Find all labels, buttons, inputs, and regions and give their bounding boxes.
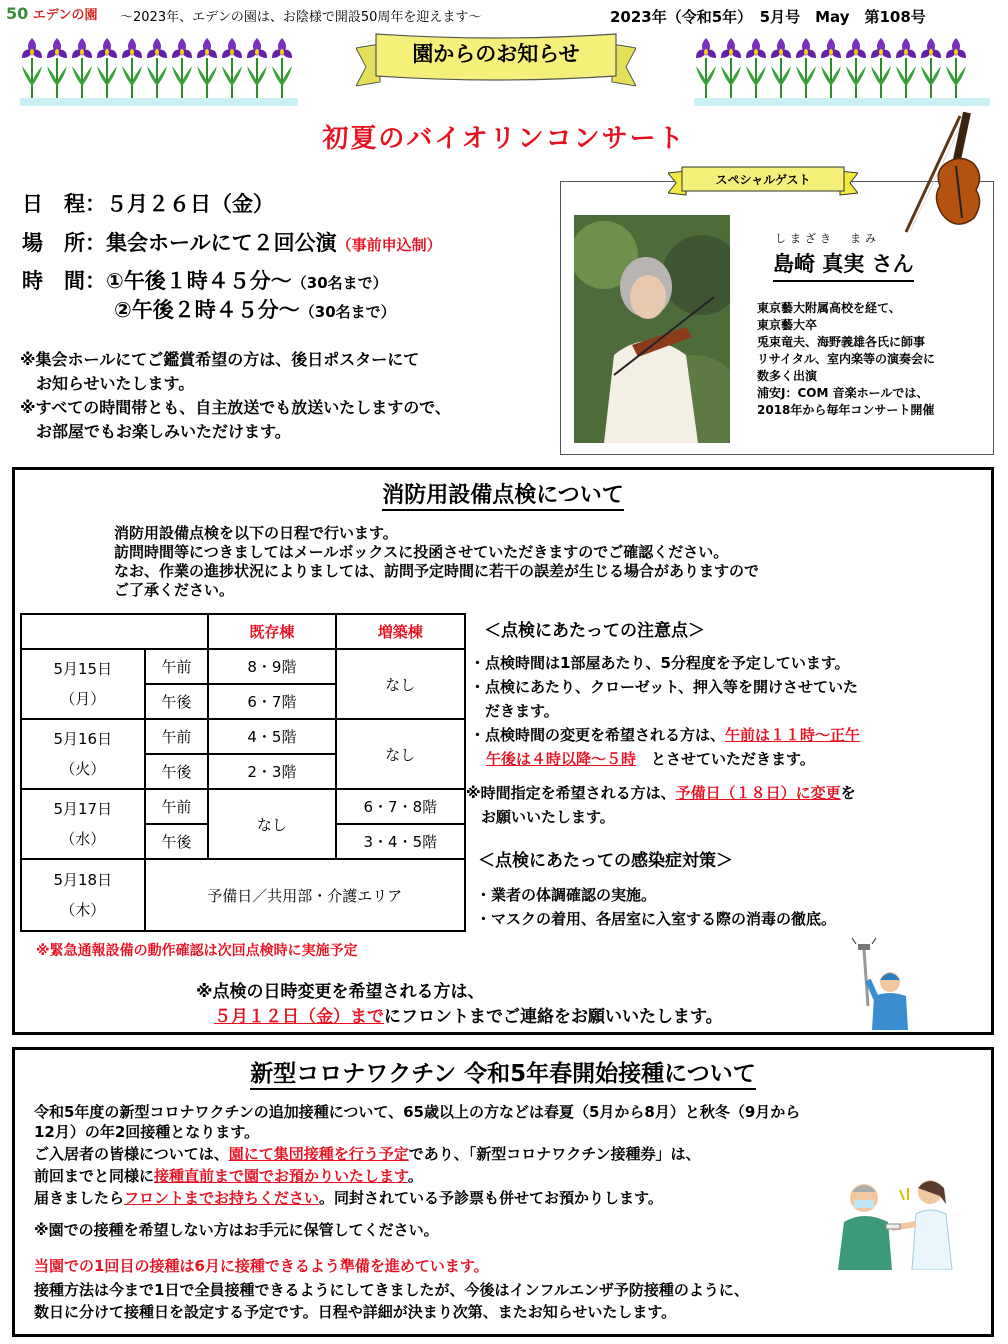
emergency-note: ※緊急通報設備の動作確認は次回点検時に実施予定 — [36, 943, 358, 959]
anniversary-tagline: ～2023年、エデンの園は、お陰様で開設50周年を迎えます～ — [120, 10, 482, 25]
iris-icon — [170, 36, 194, 98]
iris-icon — [145, 36, 169, 98]
iris-icon — [819, 36, 843, 98]
table-row: 午後 2・3階 — [21, 754, 465, 789]
iris-border-left — [20, 36, 298, 106]
iris-icon — [120, 36, 144, 98]
issue-info: 2023年（令和5年） 5月号 May 第108号 — [610, 8, 926, 26]
vaccination-illustration — [834, 1170, 960, 1270]
concert-date: 日 程：５月２６日（金） — [22, 192, 274, 216]
eden-logo: 50 エデンの園 — [6, 4, 98, 23]
caution-2b: だきます。 — [470, 702, 559, 720]
col-annex: 増築棟 — [336, 614, 465, 649]
fire-inspection-title: 消防用設備点検について — [12, 478, 994, 509]
iris-icon — [270, 36, 294, 98]
iris-icon — [769, 36, 793, 98]
table-row: 5月18日 （木） 予備日／共用部・介護エリア — [21, 859, 465, 931]
change-note-2: ５月１２日（金）までにフロントまでご連絡をお願いいたします。 — [214, 1007, 723, 1027]
vax-p1a: 令和5年度の新型コロナワクチンの追加接種について、65歳以上の方などは春夏（5月から8月）と秋冬（9月から — [34, 1103, 801, 1121]
iris-icon — [719, 36, 743, 98]
iris-icon — [245, 36, 269, 98]
iris-icon — [70, 36, 94, 98]
vax-p2a: ご入居者の皆様については、園にて集団接種を行う予定であり、「新型コロナワクチン接種券」は、 — [34, 1145, 701, 1163]
table-row: 午後 6・7階 — [21, 684, 465, 719]
table-row: 午後 3・4・5階 — [21, 824, 465, 859]
vax-p3: 届きましたらフロントまでお持ちください。同封されている予診票も併せてお預かりします。 — [34, 1189, 663, 1207]
col-existing: 既存棟 — [208, 614, 335, 649]
iris-icon — [45, 36, 69, 98]
iris-icon — [869, 36, 893, 98]
iris-icon — [844, 36, 868, 98]
iris-icon — [944, 36, 968, 98]
iris-icon — [794, 36, 818, 98]
vaccine-title: 新型コロナワクチン 令和5年春開始接種について — [12, 1055, 994, 1088]
guest-photo — [574, 215, 730, 443]
caution-title: ＜点検にあたっての注意点＞ — [484, 621, 705, 641]
caution-3a: ・点検時間の変更を希望される方は、午前は１１時～正午 — [470, 726, 861, 744]
vax-p6a: 接種方法は今まで1日で全員接種できるようにしてきましたが、今後はインフルエンザ予防接種のように、 — [34, 1281, 749, 1299]
caution-1: ・点検時間は1部屋あたり、5分程度を予定しています。 — [470, 654, 850, 672]
iris-icon — [919, 36, 943, 98]
iris-icon — [894, 36, 918, 98]
iris-icon — [195, 36, 219, 98]
change-note-1: ※点検の日時変更を希望される方は、 — [196, 982, 485, 1002]
iris-icon — [95, 36, 119, 98]
iris-icon — [694, 36, 718, 98]
inspector-worker-icon — [846, 936, 916, 1031]
iris-icon — [20, 36, 44, 98]
fire-intro: 消防用設備点検を以下の日程で行います。 訪問時間等につきましてはメールボックスに投函させていただきますのでご確認ください。 なお、作業の進捗状況によりましては、訪問予定時間に若干の誤差が生じる場合がありますので ご了承ください。 — [114, 524, 760, 599]
table-row: 5月17日 （水） 午前 なし 6・7・8階 — [21, 789, 465, 824]
guest-name-kana: しまざき まみ — [775, 232, 880, 245]
infection-2: ・マスクの着用、各居室に入室する際の消毒の徹底。 — [476, 910, 837, 928]
guest-profile: 東京藝大附属高校を経て、 東京藝大卒 兎束竜夫、海野義雄各氏に師事 リサイタル、室内楽等の演奏会に 数多く出演 浦安J：COM 音楽ホールでは、 2018年から毎年コンサート開催 — [757, 301, 935, 417]
banner-title: 園からのお知らせ — [412, 42, 580, 66]
concert-place: 場 所：集会ホールにて２回公演（事前申込制） — [22, 231, 442, 255]
vax-p1b: 12月）の年2回接種となります。 — [34, 1123, 260, 1141]
table-row: 5月15日 （月） 午前 8・9階 なし — [21, 649, 465, 684]
concert-notes: ※集会ホールにてご鑑賞希望の方は、後日ポスターにて お知らせいたします。 ※すべての時間帯とも、自主放送でも放送いたしますので、 お部屋でもお楽しみいただけます。 — [20, 350, 451, 441]
infection-title: ＜点検にあたっての感染症対策＞ — [478, 851, 733, 871]
iris-border-right — [694, 36, 990, 106]
concert-title: 初夏のバイオリンコンサート — [322, 124, 686, 154]
inspection-schedule-table — [20, 613, 466, 932]
guest-label: スペシャルゲスト — [715, 173, 811, 187]
vax-p2b: 前回までと同様に接種直前まで園でお預かりいたします。 — [34, 1167, 423, 1185]
table-header-row — [21, 614, 465, 649]
caution-2a: ・点検にあたり、クローゼット、押入等を開けさせていた — [470, 678, 859, 696]
caution-3b: 午後は４時以降～５時 とさせていただきます。 — [486, 750, 815, 768]
vax-p6b: 数日に分けて接種日を設定する予定です。日程や詳細が決まり次第、またお知らせいたします。 — [34, 1303, 677, 1321]
vax-p4: ※園での接種を希望しない方はお手元に保管してください。 — [34, 1221, 439, 1239]
iris-icon — [744, 36, 768, 98]
designate-note-2: お願いいたします。 — [466, 808, 615, 826]
guest-name: 島崎 真実 さん — [773, 248, 914, 282]
infection-1: ・業者の体調確認の実施。 — [476, 886, 657, 904]
table-row: 5月16日 （火） 午前 4・5階 なし — [21, 719, 465, 754]
designate-note: ※時間指定を希望される方は、予備日（１８日）に変更を — [466, 784, 856, 802]
iris-icon — [220, 36, 244, 98]
concert-time-2: ②午後２時４５分～（30名まで） — [114, 298, 396, 322]
concert-time-1: 時 間：①午後１時４５分～（30名まで） — [22, 269, 388, 293]
vax-p5: 当園での1回目の接種は6月に接種できるよう準備を進めています。 — [34, 1257, 489, 1275]
violin-icon — [898, 110, 988, 240]
